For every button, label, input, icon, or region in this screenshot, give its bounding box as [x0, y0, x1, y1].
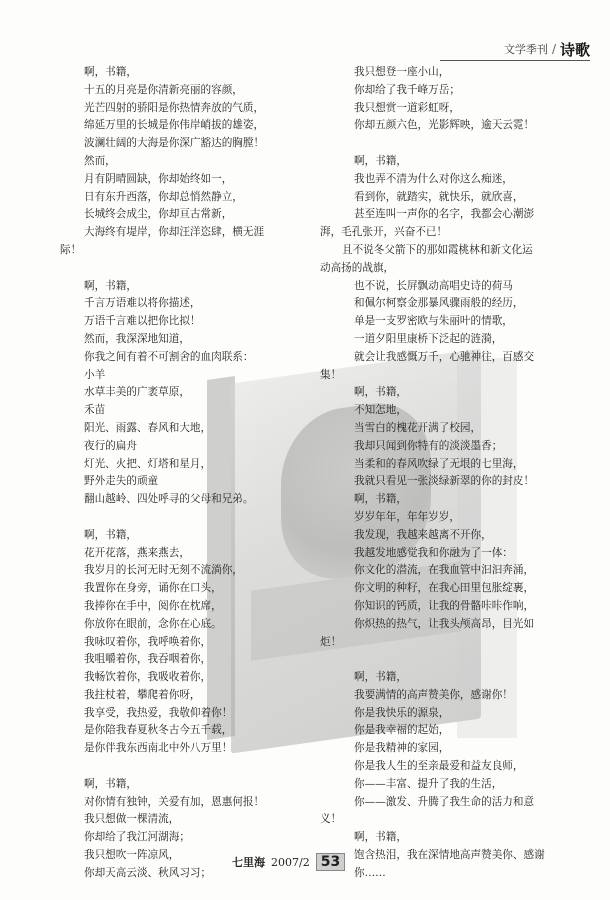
poem-line: 千言万语难以将你描述， [84, 297, 201, 310]
poem-line: 啊，书籍， [354, 386, 407, 399]
poem-line: 我只想做一棵清流， [84, 813, 180, 826]
poem-line: 集！ [320, 368, 342, 381]
poem-line: 是你伴我东西南北中外八万里！ [84, 742, 233, 755]
poem-line: 我畅饮着你，我吸收着你， [84, 671, 212, 684]
poem-line: 啊，书籍， [84, 777, 137, 790]
poem-line: 你炽热的热气，让我头颅高昂，目光如 [354, 617, 535, 630]
poem-line: 十五的月亮是你清新亮丽的容颜， [84, 83, 243, 96]
poem-line: 啊，书籍， [354, 671, 407, 684]
poem-line: 你是我精神的家园， [354, 742, 450, 755]
poem-line: 我捧你在手中，阅你在枕席， [84, 599, 222, 612]
page-footer [232, 853, 345, 871]
poem-line: 你却给了我千峰万岳； [354, 83, 460, 96]
poem-line: 我越发地感觉我和你融为了一体： [354, 546, 513, 559]
poem-line: 且不说冬父箭下的那如霞桃林和新文化运 [342, 243, 533, 256]
poem-line: 我享受，我热爱，我敬仰着你！ [84, 706, 233, 719]
poem-line [60, 260, 300, 278]
poem-line: 我也弄不清为什么对你这么痴迷， [354, 172, 513, 185]
poem-line: 我只想登一座小山， [354, 66, 450, 78]
header-separator: / [551, 42, 556, 56]
poem-line: 然而，我深深地知道， [84, 332, 190, 345]
poem-line: 和佩尔柯察金那暴风骤雨般的经历， [354, 297, 524, 310]
poem-line [60, 758, 300, 776]
poem-line: 甚至连叫一声你的名字，我都会心潮澎 [354, 208, 535, 221]
poem-line: 阳光、雨露、春风和大地， [84, 421, 212, 434]
poem-line: 我就只看见一张淡绿新翠的你的封皮！ [354, 475, 535, 488]
poem-line: 长城终会成尘，你却亘古常新， [84, 208, 233, 221]
poem-line: 你…… [354, 866, 386, 879]
poem-line: 际！ [60, 243, 82, 256]
poem-line: 大海终有堤岸，你却汪洋恣肆，横无涯 [84, 226, 265, 239]
poem-line: 你——丰富、提升了我的生活， [354, 777, 503, 790]
poem-line: 啊，书籍， [354, 831, 407, 844]
poem-line: 水草丰美的广袤草原， [84, 386, 190, 399]
poem-line: 波澜壮阔的大海是你深广豁达的胸膛！ [84, 137, 265, 150]
poem-line: 翻山越岭、四处呼寻的父母和兄弟。 [84, 493, 254, 506]
poem-line: 你——激发、升腾了我生命的活力和意 [354, 795, 535, 808]
poem-line: 月有阴晴圆缺，你却始终如一， [84, 172, 233, 185]
poem-line: 你却天高云淡、秋风习习； [84, 866, 212, 879]
poem-line: 义！ [320, 813, 342, 826]
poem-line: 不知怎地， [354, 404, 407, 417]
poem-line: 啊，书籍， [84, 66, 137, 78]
poem-line: 你是我幸福的起始， [354, 724, 450, 737]
poem-line: 你文明的种籽，在我心田里包胀绽裹， [354, 582, 535, 595]
poem-line: 我咀嚼着你，我吞咽着你， [84, 653, 212, 666]
poem-left-column [60, 64, 300, 883]
poem-line: 饱含热泪，我在深情地高声赞美你、感谢 [354, 849, 545, 862]
poem-line: 你知识的钙质，让我的骨骼咔咔作响， [354, 599, 535, 612]
poem-line: 啊，书籍， [354, 493, 407, 506]
poem-line: 也不说，长屏飘动高唱史诗的荷马 [354, 279, 513, 292]
poem-line: 啊，书籍， [84, 528, 137, 541]
poem-line: 你我之间有着不可割舍的血肉联系： [84, 350, 254, 363]
poem-line: 我只想吹一阵凉风， [84, 849, 180, 862]
poem-line: 绵延万里的长城是你伟岸峭拔的雄姿， [84, 119, 265, 132]
poem-line: 湃，毛孔张开，兴奋不已！ [320, 226, 448, 239]
page-number: 53 [316, 853, 345, 871]
poem-right-column [320, 64, 595, 883]
poem-line [320, 651, 595, 669]
page-header [430, 39, 590, 59]
poem-line: 我置你在身旁，诵你在口头， [84, 582, 222, 595]
poem-line: 我拄杖着，攀爬着你呀， [84, 688, 201, 701]
footer-magazine: 七里海 [232, 856, 265, 869]
poem-line: 你放你在眼前，念你在心底。 [84, 617, 222, 630]
poem-line: 动高扬的战旗， [320, 261, 395, 274]
poem-line: 野外走失的顽童 [84, 475, 159, 488]
poem-line: 我却只闻到你特有的淡淡墨香； [354, 439, 503, 452]
poem-line: 灯光、火把、灯塔和星月， [84, 457, 212, 470]
poem-line: 日有东升西落，你却总悄然静立， [84, 190, 243, 203]
poem-line: 我发现，我越来越离不开你， [354, 528, 492, 541]
poem-line: 我咏叹着你，我呼唤着你， [84, 635, 212, 648]
poem-line [320, 135, 595, 153]
poem-line [60, 509, 300, 527]
poem-line: 你却给了我江河湖海； [84, 831, 190, 844]
poem-line: 就会让我感慨万千，心驰神往，百感交 [354, 350, 535, 363]
poem-line: 当柔和的春风吹绿了无垠的七里海， [354, 457, 524, 470]
header-rule [440, 60, 590, 61]
poem-line: 我岁月的长河无时无刻不流淌你， [84, 564, 243, 577]
poem-line: 是你陪我春夏秋冬古今五千载， [84, 724, 233, 737]
poem-line: 夜行的扁舟 [84, 439, 137, 452]
poem-line: 我要满情的高声赞美你，感谢你！ [354, 688, 513, 701]
poem-line: 对你情有独钟，关爱有加，恩惠何报！ [84, 795, 265, 808]
poem-line: 禾苗 [84, 404, 106, 417]
poem-line: 啊，书籍， [354, 154, 407, 167]
poem-line: 炬！ [320, 635, 342, 648]
poem-line: 一道夕阳里康桥下泛起的涟漪， [354, 332, 503, 345]
header-section: 文学季刊 [503, 43, 548, 56]
poem-line: 然而， [84, 154, 116, 167]
header-category: 诗歌 [559, 40, 590, 59]
poem-line: 单是一支罗密欧与朱丽叶的情歌， [354, 315, 513, 328]
poem-line: 岁岁年年，年年岁岁， [354, 510, 460, 523]
poem-line: 我只想赏一道彩虹呀， [354, 101, 460, 114]
poem-line: 啊，书籍， [84, 279, 137, 292]
poem-line: 你却五颜六色，光影辉映，逾天云霓！ [354, 119, 535, 132]
poem-line: 万语千言难以把你比拟！ [84, 315, 201, 328]
poem-line: 当雪白的槐花开满了校园， [354, 421, 482, 434]
footer-issue: 2007/2 [271, 855, 310, 869]
poem-line: 花开花落，燕来燕去， [84, 546, 190, 559]
poem-line: 光芒四射的骄阳是你热情奔放的气质， [84, 101, 265, 114]
poem-line: 你是我人生的至亲最爱和益友良师， [354, 760, 524, 773]
poem-line: 看到你，就踏实，就快乐，就欣喜， [354, 190, 524, 203]
poem-line: 小羊 [84, 368, 106, 381]
poem-line: 你文化的潜流，在我血管中汩汩奔涌， [354, 564, 535, 577]
poem-line: 你是我快乐的源泉， [354, 706, 450, 719]
